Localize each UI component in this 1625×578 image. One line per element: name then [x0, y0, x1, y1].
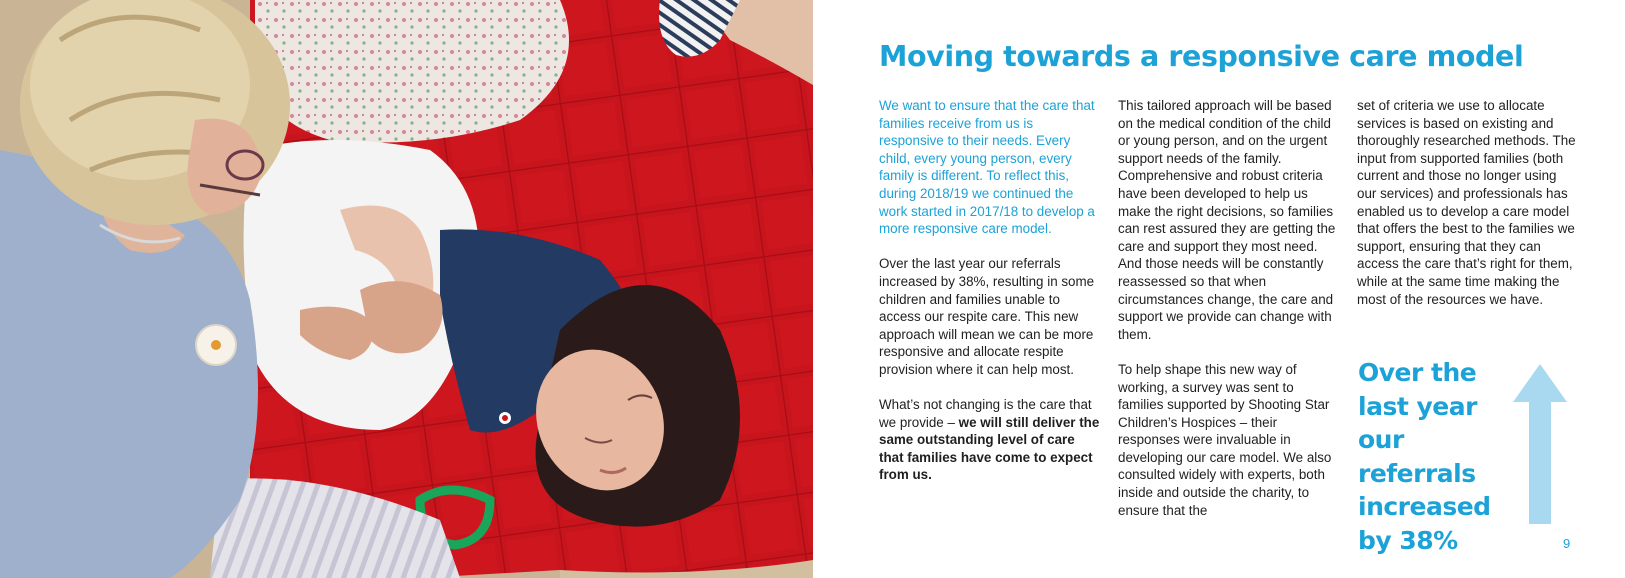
- up-arrow-icon: [1513, 364, 1567, 524]
- text-column-2: [1118, 97, 1340, 537]
- body-paragraph: Over the last year our referrals increased by 38%, resulting in some children and families unable to access our respite care. This new approach will mean we can be more responsive and allocate respite provision where it can help most.: [879, 256, 1095, 377]
- text-column-3: [1357, 97, 1579, 326]
- intro-paragraph: We want to ensure that the care that families receive from us is responsive to their needs. Every child, every young person, every family is different. To reflect this, during 2018/19 we continued the work started in 2017/18 to develop a more responsive care model.: [879, 98, 1095, 237]
- body-paragraph: [879, 396, 1101, 484]
- page-title: Moving towards a responsive care model: [879, 40, 1524, 73]
- article-page: [813, 0, 1625, 578]
- page-number: 9: [1563, 536, 1571, 551]
- pull-quote: Over the last year our referrals increased by 38%: [1358, 358, 1491, 555]
- text-column-1: [879, 97, 1101, 502]
- body-paragraph: set of criteria we use to allocate services is based on existing and thoroughly researched methods. The input from supported families (both current and those no longer using our services) and professionals has enabled us to develop a care model that offers the best to the families we support, ensuring that they can access the care that’s right for them, while at the same time making the most of the resources we have.: [1357, 98, 1576, 307]
- emphasis-text: we will still deliver the same outstanding level of care that families have come to expect from us.: [879, 414, 1100, 483]
- body-paragraph: To help shape this new way of working, a survey was sent to families supported by Shooting Star Children’s Hospices – their responses were invaluable in developing our care model. We also consulted widely with experts, both inside and outside the charity, to ensure that the: [1118, 361, 1332, 518]
- body-text: What’s not changing is the care that we provide –: [879, 397, 1092, 430]
- body-paragraph: This tailored approach will be based on the medical condition of the child or young person, and on the urgent support needs of the family. Comprehensive and robust criteria have been developed to help us make the right decisions, so families can rest assured they are getting the care and support they most need. And those needs will be constantly reassessed so that when circumstances change, the care and support we provide can change with them.: [1118, 98, 1336, 342]
